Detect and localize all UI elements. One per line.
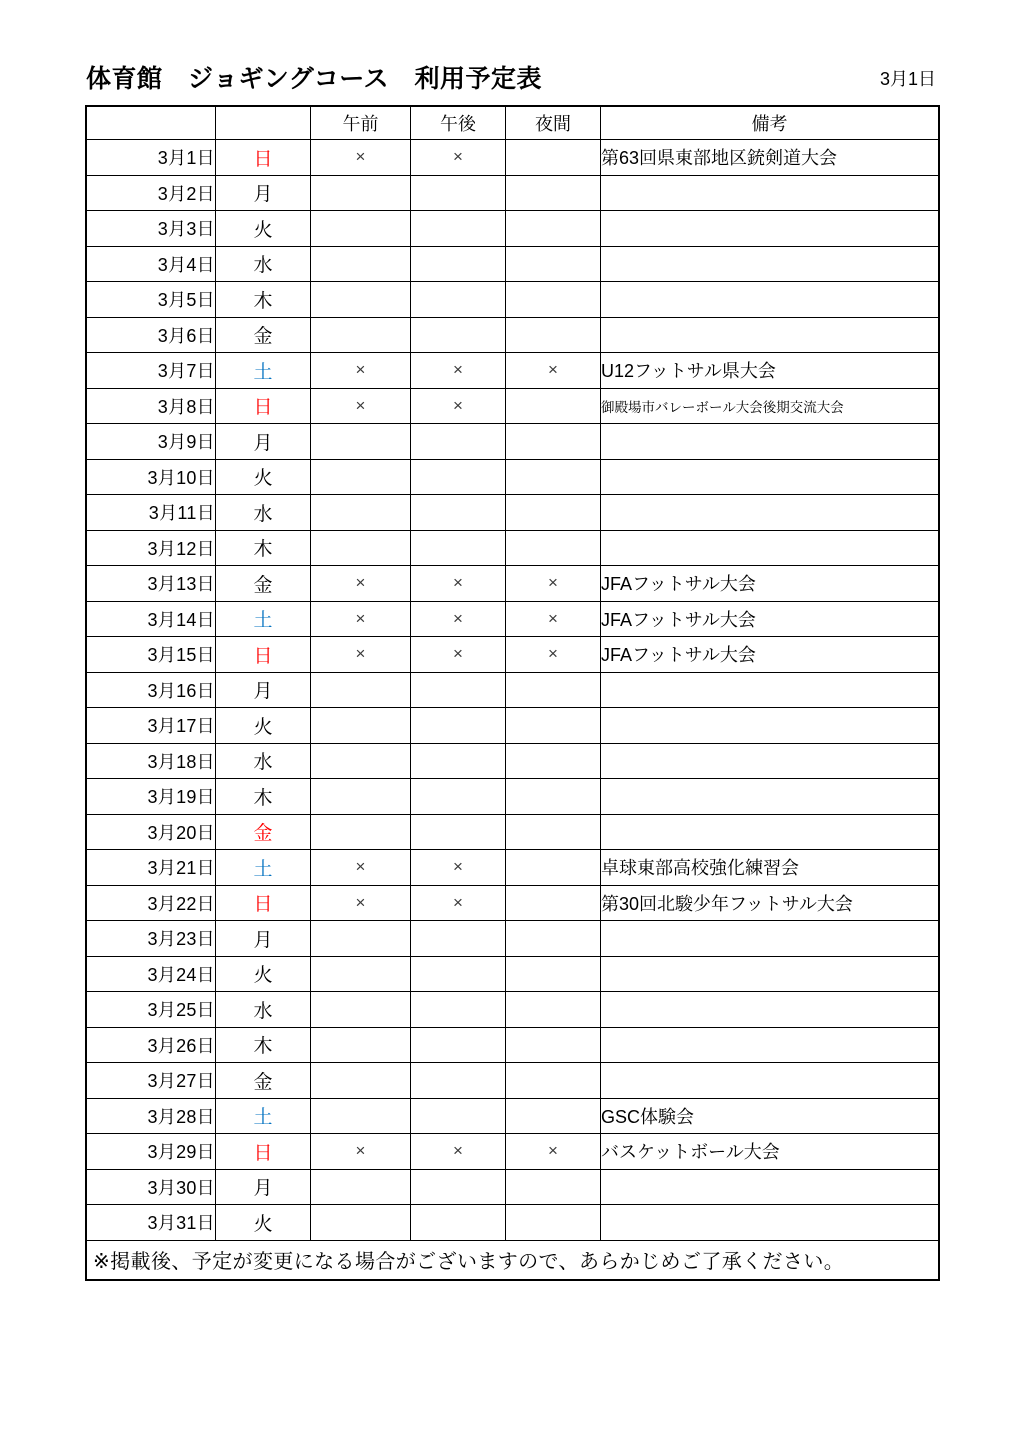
cell-date: 3月29日 xyxy=(87,1134,216,1170)
cell-pm-mark xyxy=(411,424,506,460)
cell-night-mark xyxy=(506,956,601,992)
cell-note xyxy=(601,317,939,353)
cell-am-mark xyxy=(311,246,411,282)
cell-day-of-week: 火 xyxy=(216,1205,311,1241)
cell-night-mark xyxy=(506,388,601,424)
table-row xyxy=(87,743,939,779)
cell-date: 3月24日 xyxy=(87,956,216,992)
cell-pm-mark xyxy=(411,921,506,957)
cell-am-mark xyxy=(311,424,411,460)
cell-am-mark xyxy=(311,282,411,318)
cell-am-mark xyxy=(311,992,411,1028)
table-row xyxy=(87,779,939,815)
cell-am-mark: × xyxy=(311,388,411,424)
cell-pm-mark: × xyxy=(411,140,506,176)
cell-note xyxy=(601,1063,939,1099)
cell-am-mark xyxy=(311,211,411,247)
cell-am-mark xyxy=(311,530,411,566)
cell-note: 第30回北駿少年フットサル大会 xyxy=(601,885,939,921)
cell-night-mark xyxy=(506,175,601,211)
table-header xyxy=(87,107,939,140)
cell-day-of-week: 火 xyxy=(216,211,311,247)
cell-date: 3月17日 xyxy=(87,708,216,744)
cell-am-mark xyxy=(311,956,411,992)
cell-day-of-week: 金 xyxy=(216,814,311,850)
cell-note: 御殿場市バレーボール大会後期交流大会 xyxy=(601,388,939,424)
cell-note xyxy=(601,246,939,282)
cell-day-of-week: 木 xyxy=(216,530,311,566)
cell-night-mark xyxy=(506,992,601,1028)
cell-date: 3月31日 xyxy=(87,1205,216,1241)
cell-note xyxy=(601,672,939,708)
cell-am-mark: × xyxy=(311,850,411,886)
cell-night-mark: × xyxy=(506,353,601,389)
cell-night-mark xyxy=(506,1169,601,1205)
cell-night-mark xyxy=(506,850,601,886)
cell-date: 3月30日 xyxy=(87,1169,216,1205)
column-header-note: 備考 xyxy=(601,107,939,140)
cell-day-of-week: 水 xyxy=(216,992,311,1028)
cell-night-mark xyxy=(506,743,601,779)
cell-night-mark: × xyxy=(506,566,601,602)
cell-night-mark xyxy=(506,317,601,353)
cell-note xyxy=(601,992,939,1028)
table-row xyxy=(87,211,939,247)
cell-day-of-week: 月 xyxy=(216,424,311,460)
table-footer xyxy=(87,1240,939,1279)
cell-note xyxy=(601,282,939,318)
cell-note xyxy=(601,814,939,850)
cell-night-mark: × xyxy=(506,637,601,673)
table-row xyxy=(87,495,939,531)
table-row xyxy=(87,1063,939,1099)
table-row xyxy=(87,1134,939,1170)
cell-day-of-week: 金 xyxy=(216,317,311,353)
cell-am-mark xyxy=(311,317,411,353)
cell-day-of-week: 金 xyxy=(216,566,311,602)
table-row xyxy=(87,814,939,850)
cell-am-mark: × xyxy=(311,140,411,176)
cell-note: GSC体験会 xyxy=(601,1098,939,1134)
cell-pm-mark xyxy=(411,672,506,708)
cell-pm-mark: × xyxy=(411,850,506,886)
table-row xyxy=(87,353,939,389)
cell-date: 3月14日 xyxy=(87,601,216,637)
table-row xyxy=(87,246,939,282)
cell-night-mark xyxy=(506,1098,601,1134)
table-row xyxy=(87,850,939,886)
footer-note: ※掲載後、予定が変更になる場合がございますので、あらかじめご了承ください。 xyxy=(87,1240,939,1279)
cell-pm-mark xyxy=(411,814,506,850)
cell-night-mark xyxy=(506,246,601,282)
table-row xyxy=(87,1169,939,1205)
table-row xyxy=(87,672,939,708)
cell-am-mark: × xyxy=(311,637,411,673)
cell-date: 3月15日 xyxy=(87,637,216,673)
table-row xyxy=(87,708,939,744)
cell-date: 3月12日 xyxy=(87,530,216,566)
footer-note-row xyxy=(87,1240,939,1279)
cell-date: 3月25日 xyxy=(87,992,216,1028)
cell-day-of-week: 木 xyxy=(216,779,311,815)
cell-note: JFAフットサル大会 xyxy=(601,601,939,637)
column-header-dow xyxy=(216,107,311,140)
cell-date: 3月26日 xyxy=(87,1027,216,1063)
cell-day-of-week: 土 xyxy=(216,1098,311,1134)
cell-date: 3月2日 xyxy=(87,175,216,211)
cell-note xyxy=(601,743,939,779)
cell-day-of-week: 木 xyxy=(216,1027,311,1063)
cell-night-mark xyxy=(506,779,601,815)
cell-day-of-week: 水 xyxy=(216,743,311,779)
cell-day-of-week: 日 xyxy=(216,1134,311,1170)
column-header-pm: 午後 xyxy=(411,107,506,140)
cell-day-of-week: 木 xyxy=(216,282,311,318)
cell-day-of-week: 月 xyxy=(216,175,311,211)
cell-am-mark: × xyxy=(311,601,411,637)
cell-pm-mark xyxy=(411,992,506,1028)
cell-day-of-week: 月 xyxy=(216,1169,311,1205)
table-row xyxy=(87,1098,939,1134)
cell-day-of-week: 火 xyxy=(216,956,311,992)
column-header-night: 夜間 xyxy=(506,107,601,140)
cell-am-mark xyxy=(311,1098,411,1134)
cell-note: JFAフットサル大会 xyxy=(601,566,939,602)
cell-night-mark xyxy=(506,885,601,921)
cell-am-mark: × xyxy=(311,353,411,389)
cell-night-mark xyxy=(506,424,601,460)
table-body xyxy=(87,140,939,1241)
table-row xyxy=(87,317,939,353)
cell-note xyxy=(601,1205,939,1241)
cell-night-mark: × xyxy=(506,1134,601,1170)
header-row xyxy=(87,107,939,140)
cell-night-mark xyxy=(506,921,601,957)
table-row xyxy=(87,1205,939,1241)
cell-night-mark xyxy=(506,672,601,708)
table-row xyxy=(87,566,939,602)
cell-am-mark xyxy=(311,1205,411,1241)
cell-pm-mark: × xyxy=(411,388,506,424)
cell-pm-mark xyxy=(411,1169,506,1205)
cell-date: 3月11日 xyxy=(87,495,216,531)
cell-note xyxy=(601,175,939,211)
cell-note xyxy=(601,1027,939,1063)
cell-am-mark xyxy=(311,1063,411,1099)
cell-night-mark xyxy=(506,1205,601,1241)
cell-date: 3月5日 xyxy=(87,282,216,318)
table-row xyxy=(87,175,939,211)
table-row xyxy=(87,956,939,992)
cell-pm-mark: × xyxy=(411,637,506,673)
cell-pm-mark xyxy=(411,317,506,353)
table-row xyxy=(87,282,939,318)
cell-date: 3月20日 xyxy=(87,814,216,850)
cell-am-mark xyxy=(311,1027,411,1063)
cell-date: 3月4日 xyxy=(87,246,216,282)
cell-pm-mark xyxy=(411,1098,506,1134)
cell-day-of-week: 月 xyxy=(216,672,311,708)
cell-night-mark xyxy=(506,530,601,566)
cell-note xyxy=(601,530,939,566)
cell-date: 3月8日 xyxy=(87,388,216,424)
cell-am-mark: × xyxy=(311,885,411,921)
table-row xyxy=(87,885,939,921)
cell-day-of-week: 土 xyxy=(216,353,311,389)
cell-night-mark xyxy=(506,495,601,531)
cell-date: 3月16日 xyxy=(87,672,216,708)
cell-pm-mark xyxy=(411,956,506,992)
cell-pm-mark xyxy=(411,743,506,779)
column-header-am: 午前 xyxy=(311,107,411,140)
cell-day-of-week: 土 xyxy=(216,850,311,886)
usage-schedule-table xyxy=(86,106,939,1280)
cell-pm-mark xyxy=(411,1027,506,1063)
cell-pm-mark: × xyxy=(411,601,506,637)
cell-pm-mark: × xyxy=(411,566,506,602)
cell-pm-mark xyxy=(411,779,506,815)
cell-day-of-week: 日 xyxy=(216,388,311,424)
cell-note: JFAフットサル大会 xyxy=(601,637,939,673)
cell-day-of-week: 日 xyxy=(216,885,311,921)
cell-date: 3月6日 xyxy=(87,317,216,353)
table-row xyxy=(87,459,939,495)
cell-note xyxy=(601,921,939,957)
cell-date: 3月19日 xyxy=(87,779,216,815)
cell-date: 3月9日 xyxy=(87,424,216,460)
cell-note: バスケットボール大会 xyxy=(601,1134,939,1170)
cell-date: 3月3日 xyxy=(87,211,216,247)
cell-day-of-week: 火 xyxy=(216,708,311,744)
cell-date: 3月18日 xyxy=(87,743,216,779)
cell-date: 3月1日 xyxy=(87,140,216,176)
table-row xyxy=(87,140,939,176)
column-header-date xyxy=(87,107,216,140)
cell-pm-mark xyxy=(411,459,506,495)
table-row xyxy=(87,530,939,566)
cell-date: 3月22日 xyxy=(87,885,216,921)
cell-pm-mark xyxy=(411,708,506,744)
table-row xyxy=(87,601,939,637)
cell-date: 3月7日 xyxy=(87,353,216,389)
cell-note: U12フットサル県大会 xyxy=(601,353,939,389)
cell-night-mark xyxy=(506,814,601,850)
cell-note xyxy=(601,424,939,460)
cell-day-of-week: 日 xyxy=(216,637,311,673)
document-header xyxy=(86,58,938,100)
cell-night-mark xyxy=(506,282,601,318)
cell-day-of-week: 日 xyxy=(216,140,311,176)
cell-am-mark xyxy=(311,708,411,744)
cell-am-mark xyxy=(311,672,411,708)
cell-am-mark xyxy=(311,459,411,495)
cell-am-mark: × xyxy=(311,566,411,602)
cell-pm-mark xyxy=(411,175,506,211)
cell-am-mark xyxy=(311,921,411,957)
cell-night-mark xyxy=(506,459,601,495)
cell-pm-mark xyxy=(411,211,506,247)
cell-pm-mark: × xyxy=(411,1134,506,1170)
cell-date: 3月21日 xyxy=(87,850,216,886)
cell-am-mark: × xyxy=(311,1134,411,1170)
cell-am-mark xyxy=(311,814,411,850)
cell-day-of-week: 水 xyxy=(216,246,311,282)
cell-pm-mark: × xyxy=(411,885,506,921)
cell-day-of-week: 金 xyxy=(216,1063,311,1099)
table-row xyxy=(87,424,939,460)
cell-pm-mark xyxy=(411,282,506,318)
cell-night-mark xyxy=(506,140,601,176)
cell-am-mark xyxy=(311,779,411,815)
cell-date: 3月28日 xyxy=(87,1098,216,1134)
cell-pm-mark xyxy=(411,246,506,282)
cell-am-mark xyxy=(311,743,411,779)
cell-note xyxy=(601,779,939,815)
cell-day-of-week: 月 xyxy=(216,921,311,957)
cell-note xyxy=(601,495,939,531)
cell-night-mark xyxy=(506,1027,601,1063)
cell-note xyxy=(601,956,939,992)
cell-day-of-week: 土 xyxy=(216,601,311,637)
table-row xyxy=(87,388,939,424)
cell-pm-mark xyxy=(411,1205,506,1241)
cell-night-mark xyxy=(506,211,601,247)
cell-day-of-week: 水 xyxy=(216,495,311,531)
cell-night-mark xyxy=(506,1063,601,1099)
page-title: 体育館 ジョギングコース 利用予定表 xyxy=(86,64,543,93)
cell-pm-mark xyxy=(411,495,506,531)
cell-am-mark xyxy=(311,495,411,531)
cell-date: 3月27日 xyxy=(87,1063,216,1099)
cell-am-mark xyxy=(311,1169,411,1205)
cell-note xyxy=(601,708,939,744)
table-row xyxy=(87,1027,939,1063)
table-row xyxy=(87,637,939,673)
cell-night-mark: × xyxy=(506,601,601,637)
header-date: 3月1日 xyxy=(879,69,936,89)
cell-date: 3月13日 xyxy=(87,566,216,602)
cell-pm-mark: × xyxy=(411,353,506,389)
cell-day-of-week: 火 xyxy=(216,459,311,495)
cell-note: 卓球東部高校強化練習会 xyxy=(601,850,939,886)
cell-note xyxy=(601,211,939,247)
table-row xyxy=(87,992,939,1028)
cell-night-mark xyxy=(506,708,601,744)
cell-note: 第63回県東部地区銃剣道大会 xyxy=(601,140,939,176)
cell-pm-mark xyxy=(411,530,506,566)
cell-pm-mark xyxy=(411,1063,506,1099)
cell-date: 3月23日 xyxy=(87,921,216,957)
cell-note xyxy=(601,1169,939,1205)
table-row xyxy=(87,921,939,957)
cell-date: 3月10日 xyxy=(87,459,216,495)
cell-am-mark xyxy=(311,175,411,211)
cell-note xyxy=(601,459,939,495)
